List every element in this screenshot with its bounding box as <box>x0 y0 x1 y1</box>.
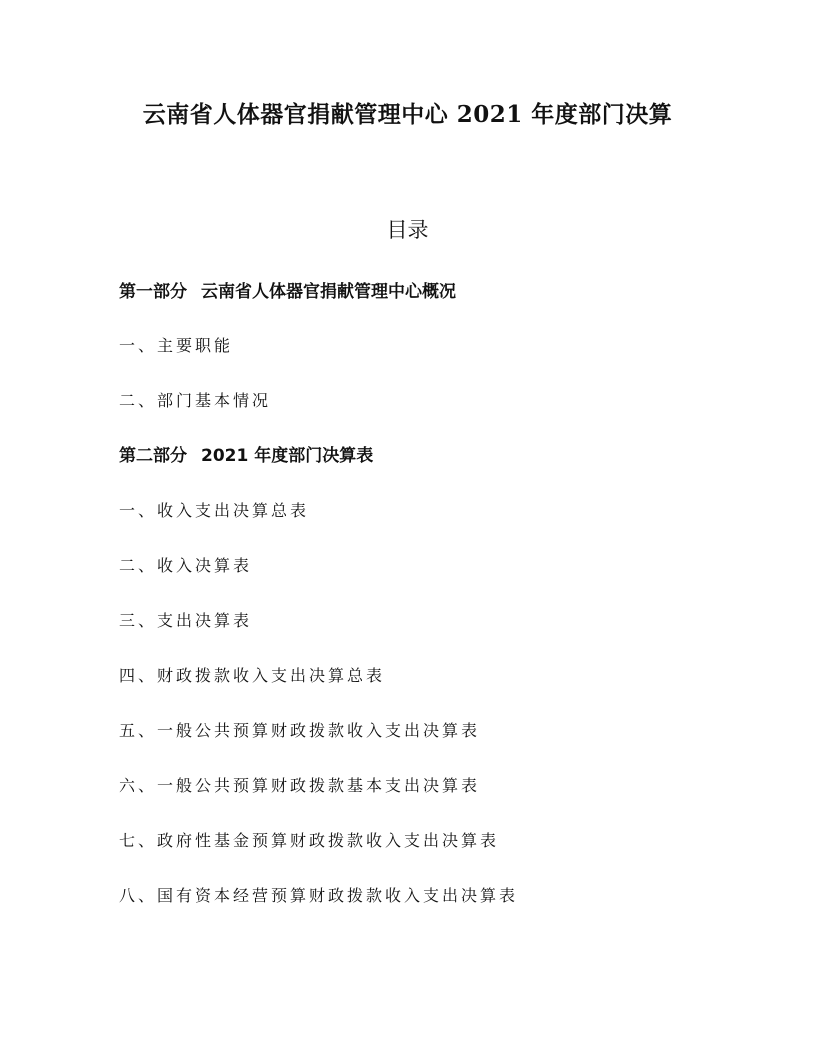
toc-item: 五、一般公共预算财政拨款收入支出决算表 <box>119 721 481 740</box>
toc-part-1-number: 第一部分 <box>119 282 187 302</box>
toc-item: 三、支出决算表 <box>119 611 253 630</box>
toc-item: 二、收入决算表 <box>119 556 253 575</box>
toc-heading: 目录 <box>386 218 429 242</box>
toc-part-1 <box>119 279 456 305</box>
toc-item: 一、收入支出决算总表 <box>119 501 310 520</box>
toc-item: 七、政府性基金预算财政拨款收入支出决算表 <box>119 831 500 850</box>
toc-part-2-number: 第二部分 <box>119 446 187 466</box>
toc-item: 四、财政拨款收入支出决算总表 <box>119 666 386 685</box>
toc-part-2-title: 2021 年度部门决算表 <box>201 446 374 466</box>
toc-item: 一、主要职能 <box>119 336 234 355</box>
toc-item: 八、国有资本经营预算财政拨款收入支出决算表 <box>119 886 519 905</box>
document-title: 云南省人体器官捐献管理中心 2021 年度部门决算 <box>142 101 673 128</box>
toc-item: 二、部门基本情况 <box>119 391 272 410</box>
toc-part-2 <box>119 443 373 469</box>
toc-item: 六、一般公共预算财政拨款基本支出决算表 <box>119 776 481 795</box>
toc-part-1-title: 云南省人体器官捐献管理中心概况 <box>201 282 456 302</box>
